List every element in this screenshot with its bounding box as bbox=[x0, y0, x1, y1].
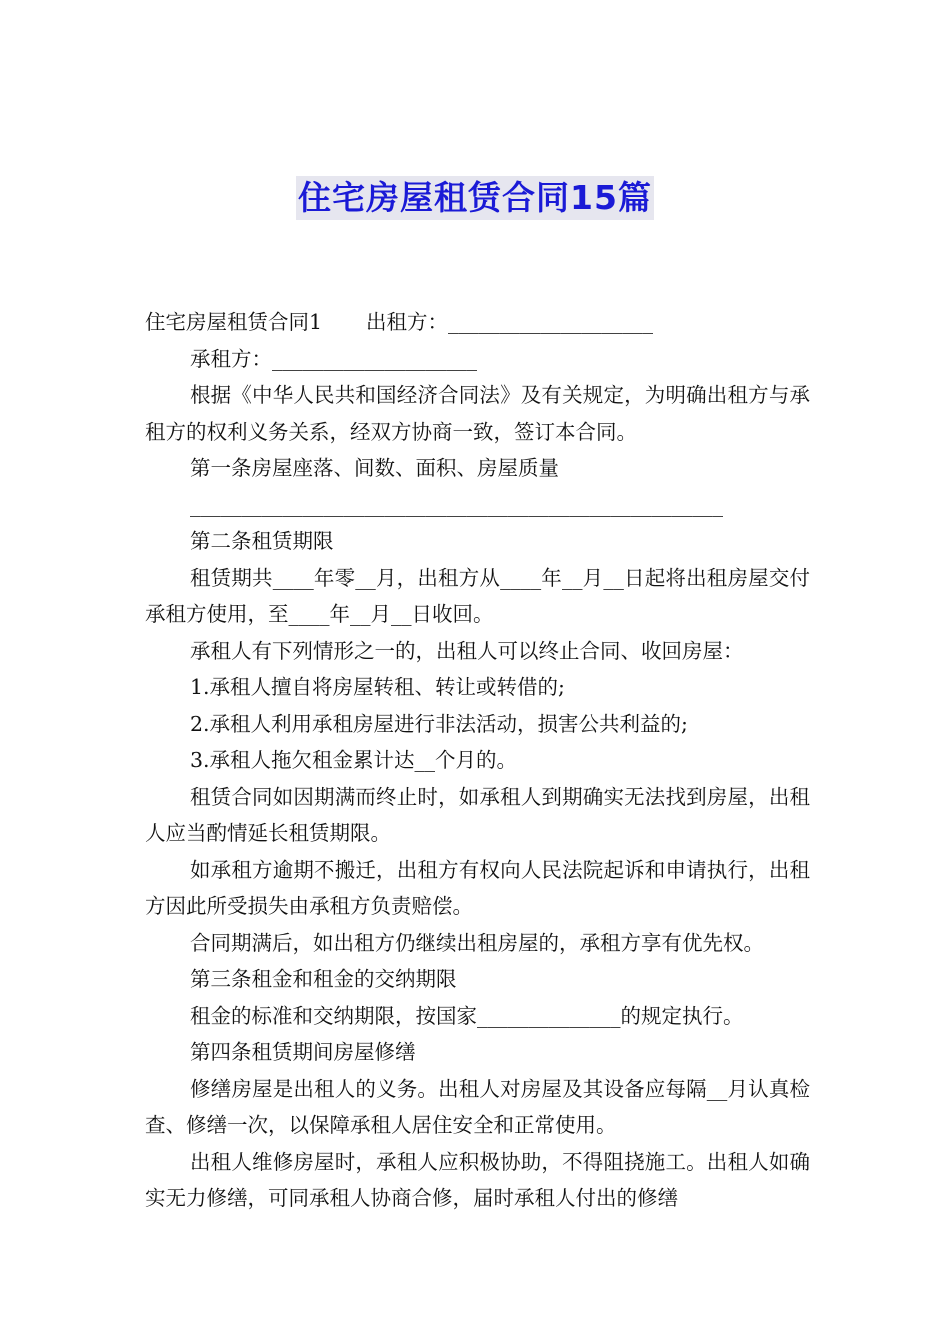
article-1-heading: 第一条房屋座落、间数、面积、房屋质量 bbox=[190, 456, 559, 480]
article-1-blank-line: ____________________________________________________ bbox=[190, 492, 723, 517]
article-2-heading: 第二条租赁期限 bbox=[190, 529, 334, 553]
article-3-heading: 第三条租金和租金的交纳期限 bbox=[190, 967, 457, 991]
contract-heading-line bbox=[145, 304, 810, 341]
paragraph-rent-standard: 租金的标准和交纳期限，按国家______________的规定执行。 bbox=[190, 1003, 744, 1028]
contract-heading-label: 住宅房屋租赁合同1 bbox=[145, 310, 323, 334]
paragraph-lease-term: 租赁期共____年零__月，出租方从____年__月__日起将出租房屋交付承租方使用，至____年__月__日收回。 bbox=[145, 565, 810, 626]
paragraph-priority-right: 合同期满后，如出租方仍继续出租房屋的，承租方享有优先权。 bbox=[190, 930, 764, 955]
article-4-heading: 第四条租赁期间房屋修缮 bbox=[190, 1040, 416, 1064]
list-item-1: 1.承租人擅自将房屋转租、转让或转借的; bbox=[190, 675, 565, 699]
paragraph-termination-conditions: 承租人有下列情形之一的，出租人可以终止合同、收回房屋： bbox=[190, 638, 744, 663]
document-title-block bbox=[0, 176, 950, 220]
paragraph-repair-duty: 修缮房屋是出租人的义务。出租人对房屋及其设备应每隔__月认真检查、修缮一次，以保障承租人居住安全和正常使用。 bbox=[145, 1076, 810, 1137]
document-body bbox=[145, 304, 810, 1217]
document-title: 住宅房屋租赁合同15篇 bbox=[296, 176, 654, 220]
paragraph-preamble: 根据《中华人民共和国经济合同法》及有关规定，为明确出租方与承租方的权利义务关系，经双方协商一致，签订本合同。 bbox=[145, 383, 810, 444]
paragraph-repair-cooperation: 出租人维修房屋时，承租人应积极协助，不得阻挠施工。出租人如确实无力修缮，可同承租人协商合修，届时承租人付出的修缮 bbox=[145, 1149, 810, 1210]
paragraph-overdue-moving: 如承租方逾期不搬迁，出租方有权向人民法院起诉和申请执行，出租方因此所受损失由承租方负责赔偿。 bbox=[145, 857, 810, 918]
lessor-label: 出租方：____________________ bbox=[366, 310, 654, 334]
paragraph-lessee: 承租方：____________________ bbox=[190, 346, 477, 371]
paragraph-lease-extension: 租赁合同如因期满而终止时，如承租人到期确实无法找到房屋，出租人应当酌情延长租赁期限。 bbox=[145, 784, 810, 845]
list-item-3: 3.承租人拖欠租金累计达__个月的。 bbox=[190, 748, 518, 772]
list-item-2: 2.承租人利用承租房屋进行非法活动，损害公共利益的; bbox=[190, 711, 688, 736]
